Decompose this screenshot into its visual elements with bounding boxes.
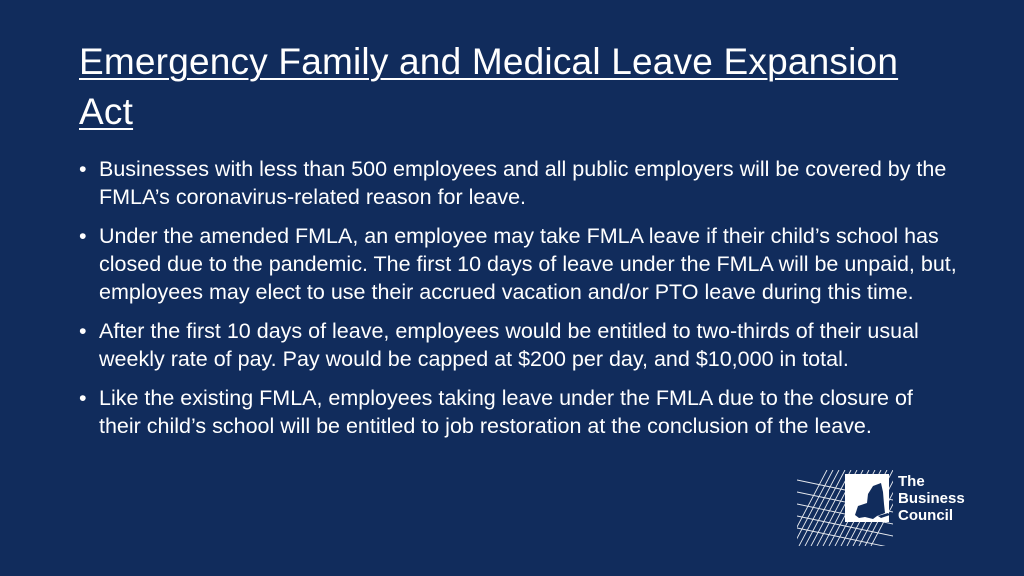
bullet-item (79, 317, 959, 373)
new-york-state-icon (797, 470, 893, 546)
logo-line-the: The (898, 473, 925, 490)
bullet-item (79, 155, 959, 211)
bullet-text: Businesses with less than 500 employees and all public employers will be covered by the FMLA’s coronavirus-related reason for leave. (99, 157, 947, 209)
business-council-logo (797, 470, 977, 546)
bullet-item (79, 384, 959, 440)
bullet-dot-icon: • (79, 319, 87, 343)
bullet-item (79, 222, 959, 306)
slide-title: Emergency Family and Medical Leave Expansion Act (79, 41, 899, 132)
logo-line-business: Business (898, 490, 965, 507)
bullet-dot-icon: • (79, 224, 87, 248)
bullet-text: After the first 10 days of leave, employees would be entitled to two-thirds of their usual weekly rate of pay. Pay would be capped at $200 per day, and $10,000 in total. (99, 319, 919, 371)
logo-line-council: Council (898, 507, 953, 524)
bullet-list (79, 155, 959, 451)
bullet-text: Like the existing FMLA, employees taking leave under the FMLA due to the closure of their child’s school will be entitled to job restoration at the conclusion of the leave. (99, 386, 913, 438)
logo-text (898, 473, 965, 524)
bullet-dot-icon: • (79, 157, 87, 181)
bullet-dot-icon: • (79, 386, 87, 410)
bullet-text: Under the amended FMLA, an employee may take FMLA leave if their child’s school has closed due to the pandemic. The first 10 days of leave under the FMLA will be unpaid, but, employees may elect to use their accrued vacation and/or PTO leave during this time. (99, 224, 957, 304)
